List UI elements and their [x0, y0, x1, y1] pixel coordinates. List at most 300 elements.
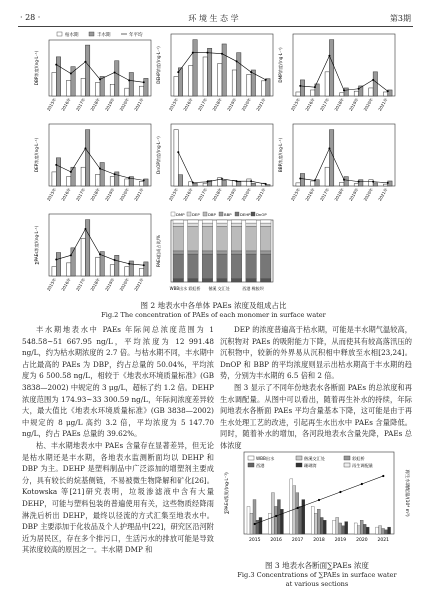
x-tick-label: 2019年 — [226, 187, 238, 202]
x-tick-label: 2019年 — [348, 187, 360, 202]
avg-point — [114, 259, 116, 261]
y-axis-label: DMP浓度/(ng·L⁻¹) — [278, 47, 283, 83]
bar-dry — [369, 88, 373, 96]
bar-wet — [85, 45, 89, 96]
paragraph: 丰水期地表水中 PAEs 年际间总浓度范围为 1 548.58~51 667.95 ng/L，平均浓度为 12 991.48 ng/L，约为枯水期浓度的 2.7 倍。与枯水期不同，丰水期中占比最高的 PAEs 为 DBP，约占总量的 50.04%，平均浓度为 6 500.58 ng/L，相较于《地表水环境质量标准》(GB 3838—2002) 中规定的 3 μg/L，超标了约 1.2 倍。DEHP 浓度范围为 174.93~33 300.59 ng/L，年际间浓度差异较大，最大值比《地表水环境质量标准》(GB 3838—2002) 中规定的 8 μg/L 高约 3.2 倍，平均浓度为 5 147.70 ng/L，约占 PAEs 总量的 39.62%。 — [22, 325, 214, 439]
stack-segment — [246, 226, 257, 251]
bar — [379, 526, 382, 534]
stack-segment — [231, 220, 242, 223]
supply-point — [339, 491, 341, 493]
stack-segment — [217, 220, 228, 223]
bar-dry — [96, 257, 100, 276]
stack-segment — [173, 220, 184, 223]
bar — [366, 527, 369, 534]
bar-dry — [203, 183, 207, 186]
bar-wet — [359, 180, 363, 186]
bar-wet — [129, 73, 133, 96]
bar — [354, 523, 357, 534]
x-tick-label: 2018年 — [211, 97, 223, 112]
bar-dry — [383, 184, 387, 186]
legend-swatch — [344, 463, 350, 467]
x-tick-label: 2021年 — [133, 97, 145, 112]
mini-chart — [277, 34, 395, 112]
bar-dry — [232, 70, 236, 96]
bar-dry — [125, 267, 129, 276]
stack-segment — [260, 254, 271, 279]
avg-point — [314, 179, 316, 181]
x-tick-label: 2019年 — [104, 97, 116, 112]
mini-chart — [155, 124, 273, 202]
x-tick-label: WBB出水 彩虹桥 — [169, 286, 201, 291]
stack-segment — [202, 226, 213, 251]
stack-segment — [217, 251, 228, 254]
x-tick-label: 2020 — [356, 538, 368, 543]
stack-segment — [246, 279, 257, 282]
bar — [247, 506, 250, 534]
bar-dry — [96, 82, 100, 96]
bar-dry — [110, 177, 114, 186]
x-tick-label: 2020年 — [118, 277, 131, 292]
bar — [339, 523, 342, 534]
x-tick-label: 2019年 — [104, 187, 116, 202]
bar — [311, 506, 314, 534]
legend-swatch — [248, 456, 254, 460]
bar-dry — [52, 267, 56, 276]
bar — [333, 520, 336, 534]
bar — [385, 530, 388, 534]
supply-point — [318, 499, 320, 501]
bar-dry — [188, 66, 192, 96]
bar-wet — [344, 88, 348, 96]
x-tick-label: 2021年 — [133, 277, 145, 292]
legend-swatch — [89, 32, 94, 36]
avg-point — [328, 55, 330, 57]
bar — [360, 520, 363, 534]
avg-point — [128, 177, 130, 179]
stack-segment — [217, 254, 228, 279]
avg-point — [299, 85, 301, 87]
x-tick-label: 2018年 — [333, 97, 345, 112]
bar-wet — [100, 163, 104, 186]
bar — [363, 524, 366, 534]
x-tick-label: 2021年 — [377, 97, 389, 112]
bar — [259, 517, 262, 534]
bar-dry — [296, 92, 300, 96]
mini-chart — [277, 124, 395, 202]
avg-point — [265, 79, 267, 81]
bar-wet — [222, 180, 226, 186]
legend-label: 丰水期 — [97, 33, 111, 38]
bar-dry — [66, 177, 70, 186]
bar — [290, 479, 293, 534]
bar — [280, 509, 283, 534]
avg-point — [192, 182, 194, 184]
x-tick-label: 2021年 — [255, 187, 267, 202]
avg-point — [206, 52, 208, 54]
bar — [274, 506, 277, 534]
bar-dry — [340, 182, 344, 186]
bar-wet — [373, 72, 377, 96]
x-tick-label: 2017年 — [318, 187, 331, 202]
figure-2-svg — [35, 30, 405, 298]
stack-segment — [217, 223, 228, 226]
x-tick-label: 2018年 — [89, 187, 101, 202]
bar — [320, 517, 323, 534]
x-tick-label: 2016 — [270, 538, 282, 543]
bar-dry — [81, 238, 85, 276]
x-tick-label: 2019 — [334, 538, 347, 543]
stack-segment — [246, 223, 257, 226]
avg-point — [143, 179, 145, 181]
avg-point — [143, 81, 145, 83]
avg-point — [343, 89, 345, 91]
bar-dry — [139, 86, 143, 96]
mini-chart — [155, 34, 273, 112]
legend-label: DnOP — [256, 212, 267, 217]
legend-swatch — [296, 463, 302, 467]
avg-point — [70, 72, 72, 74]
avg-point — [177, 151, 179, 153]
bar-wet — [237, 53, 241, 96]
legend-swatch — [235, 212, 239, 216]
x-tick-label: 2019年 — [348, 97, 360, 112]
journal-title: 环 境 生 态 学 — [188, 14, 239, 23]
avg-point — [99, 253, 101, 255]
legend-label: BBP — [224, 212, 232, 217]
bar-dry — [52, 172, 56, 186]
y-axis-label: ∑PAEs浓度/(ng·L⁻¹) — [225, 472, 230, 514]
x-tick-label: 2015年 — [167, 97, 180, 112]
bar — [314, 513, 317, 534]
fig3-caption: 图 3 地表水各断面∑PAEs 浓度 — [265, 561, 369, 570]
bar — [376, 527, 379, 534]
x-tick-label: 2017年 — [74, 187, 87, 202]
stack-segment — [260, 251, 271, 254]
stack-segment — [188, 226, 199, 251]
supply-point — [382, 475, 384, 477]
x-tick-label: 2016年 — [60, 187, 72, 202]
bar-wet — [56, 158, 60, 186]
avg-point — [206, 181, 208, 183]
bar — [253, 500, 256, 534]
x-tick-label: 2015年 — [45, 187, 58, 202]
x-tick-label: 2020年 — [240, 187, 253, 202]
bar-dry — [354, 91, 358, 96]
x-tick-label: 2020年 — [118, 97, 131, 112]
x-tick-label: 2015年 — [167, 187, 180, 202]
bar-wet — [56, 57, 60, 96]
x-tick-label: 2021 — [377, 538, 390, 543]
bar-wet — [115, 61, 119, 96]
legend-swatch — [219, 212, 223, 216]
x-tick-label: 2016年 — [304, 97, 316, 112]
bar-wet — [329, 130, 333, 186]
avg-point — [70, 171, 72, 173]
supply-point — [361, 483, 363, 485]
fig2-caption: 图 2 地表水中各单体 PAEs 浓度及组成占比 — [140, 301, 287, 310]
bar — [268, 513, 271, 534]
bar-dry — [247, 179, 251, 186]
x-tick-label: 2016年 — [182, 97, 194, 112]
stack-segment — [188, 254, 199, 279]
avg-point — [114, 72, 116, 74]
bar — [271, 493, 274, 534]
stack-segment — [260, 279, 271, 282]
stack-segment — [173, 251, 184, 254]
bar-wet — [344, 177, 348, 186]
stack-segment — [260, 220, 271, 223]
legend-label: DEP — [192, 212, 200, 217]
bar-dry — [81, 78, 85, 96]
bar-dry — [174, 76, 178, 96]
text-column-right — [220, 324, 412, 452]
bar — [296, 493, 299, 534]
avg-point — [84, 147, 86, 149]
legend-swatch — [251, 212, 255, 216]
bar-dry — [125, 88, 129, 96]
avg-point — [84, 61, 86, 63]
x-tick-label: 2021年 — [377, 187, 389, 202]
fig2-caption-en: Fig.2 The concentration of PAEs of each monomer in surface water — [101, 311, 326, 319]
bar-wet — [193, 40, 197, 96]
x-tick-label: 2020年 — [118, 187, 131, 202]
bar — [345, 522, 348, 534]
x-tick-label: 2020年 — [362, 187, 375, 202]
stack-segment — [231, 251, 242, 254]
avg-point — [55, 259, 57, 261]
x-tick-label: 2015年 — [289, 97, 302, 112]
mini-chart — [33, 214, 151, 292]
bar-wet — [207, 48, 211, 96]
avg-point — [55, 64, 57, 66]
avg-point — [221, 53, 223, 55]
x-tick-label: 2021年 — [255, 97, 267, 112]
bar-wet — [300, 80, 304, 96]
bar-wet — [193, 183, 197, 186]
paragraph: 图 3 显示了不同年份地表水各断面 PAEs 的总浓度和再生水调配量。从图中可以看出，随着再生补水的持续，年际间地表水各断面 PAEs 平均含量基本下降，这可能是由于再生水处理工艺的改进，引起再生水出水中 PAEs 含量降低。同时，随着补水的增加，各河段地表水含量先降，PAEs 总体浓度 — [220, 382, 412, 450]
bar-dry — [218, 63, 222, 96]
avg-point — [343, 179, 345, 181]
bar — [250, 513, 253, 534]
avg-point — [128, 79, 130, 81]
legend-label: DMP — [176, 212, 185, 217]
bar-wet — [222, 44, 226, 96]
bar — [336, 517, 339, 534]
x-tick-label: 偕溪 交汇处 — [208, 286, 230, 291]
avg-point — [387, 182, 389, 184]
bar — [302, 500, 305, 534]
legend-label: WBB出水 — [256, 456, 275, 461]
bar-dry — [340, 93, 344, 96]
legend-swatch — [344, 456, 350, 460]
stack-segment — [173, 254, 184, 279]
figure-3-svg — [222, 448, 412, 553]
legend-swatch — [57, 32, 62, 36]
stack-segment — [188, 223, 199, 226]
supply-point — [296, 507, 298, 509]
stack-segment — [231, 254, 242, 279]
stack-segment — [202, 251, 213, 254]
x-tick-label: 2016年 — [304, 187, 316, 202]
bar-wet — [71, 248, 75, 276]
y-axis-label: DEHP浓度/(ng·L⁻¹) — [156, 46, 161, 84]
legend-label: 珊瑚湾 — [304, 463, 317, 468]
avg-point — [114, 173, 116, 175]
bar-wet — [71, 167, 75, 186]
bar-wet — [251, 183, 255, 186]
bar-dry — [139, 268, 143, 276]
avg-point — [250, 71, 252, 73]
x-tick-label: 2020年 — [240, 97, 253, 112]
composition-chart — [155, 212, 273, 291]
bar-dry — [247, 74, 251, 96]
x-tick-label: 2021年 — [133, 187, 145, 202]
figure-2 — [35, 30, 405, 298]
bar-dry — [96, 174, 100, 186]
mini-chart — [33, 124, 151, 202]
page-number: · 28 · — [20, 13, 41, 22]
bar-dry — [354, 183, 358, 186]
avg-point — [221, 178, 223, 180]
x-tick-label: 2018年 — [89, 97, 101, 112]
x-tick-label: 2017年 — [196, 97, 209, 112]
stack-segment — [173, 226, 184, 251]
bar-dry — [139, 181, 143, 186]
avg-point — [358, 88, 360, 90]
bar — [382, 528, 385, 534]
stack-segment — [231, 223, 242, 226]
bar — [323, 520, 326, 534]
bar-dry — [310, 181, 314, 186]
y-axis-label: BBP浓度/(ng·L⁻¹) — [278, 137, 283, 173]
avg-point — [70, 254, 72, 256]
avg-point — [99, 168, 101, 170]
legend-label: 再生调配量 — [352, 463, 373, 468]
y2-axis-label: 再生水调配量/(10⁴ m³) — [404, 469, 409, 517]
avg-point — [328, 147, 330, 149]
bar-dry — [261, 81, 265, 96]
legend-label: 枯水期 — [65, 33, 79, 38]
bar — [317, 509, 320, 534]
legend-swatch — [187, 212, 191, 216]
bar-wet — [237, 182, 241, 186]
bar-dry — [66, 263, 70, 276]
x-tick-label: 2019年 — [226, 97, 238, 112]
avg-point — [372, 79, 374, 81]
avg-point — [358, 181, 360, 183]
legend-label: 年平均 — [129, 33, 143, 38]
x-tick-label: 2020年 — [362, 97, 375, 112]
stack-segment — [188, 279, 199, 282]
bar-dry — [125, 179, 129, 186]
y-axis-label: DnOP浓度/(ng·L⁻¹) — [156, 136, 161, 174]
stack-segment — [217, 226, 228, 251]
stack-segment — [202, 220, 213, 223]
bar-dry — [110, 84, 114, 96]
stack-segment — [188, 220, 199, 223]
avg-point — [128, 263, 130, 265]
avg-point — [236, 180, 238, 182]
bar-wet — [144, 262, 148, 276]
legend-swatch — [203, 212, 207, 216]
x-tick-label: 2017年 — [318, 97, 331, 112]
bar-wet — [56, 253, 60, 276]
x-tick-label: 2017年 — [74, 97, 87, 112]
legend-label: DBP — [208, 212, 216, 217]
legend-label: 西港 — [256, 463, 265, 468]
avg-point — [387, 90, 389, 92]
y-axis-label: PAEs组成占比/% — [156, 234, 161, 268]
x-tick-label: 2015年 — [289, 187, 302, 202]
stack-segment — [231, 226, 242, 251]
legend-label: 偕溪交汇处 — [304, 456, 325, 461]
stack-segment — [202, 279, 213, 282]
bar-dry — [203, 57, 207, 96]
bar-dry — [174, 130, 178, 186]
avg-point — [299, 177, 301, 179]
stack-segment — [246, 220, 257, 223]
stack-segment — [246, 251, 257, 254]
bar-dry — [296, 183, 300, 186]
stack-segment — [202, 223, 213, 226]
avg-point — [372, 181, 374, 183]
x-tick-label: 2016年 — [60, 277, 72, 292]
bar-wet — [300, 173, 304, 186]
y-axis-label: DEP浓度/(ng·L⁻¹) — [34, 137, 39, 173]
paragraph: 枯、丰水期地表水中 PAEs 含量存在显著差异，但无论是枯水期还是丰水期，各地表水监测断面均以 DEHP 和 DBP 为主。DEHP 是塑料制品中广泛添加的增塑剂主要成分，具有较长的烷基侧链，不易被微生物降解和矿化[26]。Kotowska 等[21]研究表明，垃圾渗滤液中含有大量 DEHP，可能与塑料包装的普遍使用有关，这些物质经降雨淋洗后析出 DEHP，最终以径流的方式汇集至地表水中。DBP 主要添加于化妆品及个人护理品中[22]，研究区沿河附近为居民区，存在多个排污口，生活污水的排放可能是导致其浓度较高的原因之一。丰水期 DMP 和 — [22, 440, 214, 555]
avg-point — [314, 86, 316, 88]
avg-point — [236, 60, 238, 62]
stack-segment — [246, 254, 257, 279]
bar-wet — [266, 79, 270, 96]
bar-wet — [115, 255, 119, 276]
legend-swatch — [171, 212, 175, 216]
x-tick-label: 2015 — [248, 538, 261, 543]
bar-dry — [310, 90, 314, 96]
x-tick-label: 2018年 — [333, 187, 345, 202]
bar — [357, 526, 360, 534]
avg-point — [250, 180, 252, 182]
legend-swatch — [248, 463, 254, 467]
fig3-caption-en: Fig.3 Concentrations of ∑PAEs in surface water — [237, 571, 397, 579]
x-tick-label: 2017 — [291, 538, 304, 543]
bar-dry — [81, 167, 85, 186]
legend — [57, 31, 143, 38]
avg-point — [84, 228, 86, 230]
avg-point — [192, 52, 194, 54]
legend-label: 彩虹桥 — [352, 456, 365, 461]
legend-swatch — [296, 456, 302, 460]
stack-segment — [188, 251, 199, 254]
bar-wet — [266, 185, 270, 186]
y-axis-label: DBP浓度/(ng·L⁻¹) — [34, 50, 39, 86]
paragraph: DEP 的浓度普遍高于枯水期，可能是丰水期气温较高，沉积物对 PAEs 的吸附能力下降，从而使其有较高落汛压的沉积物中，较新的外界易从沉积相中释放至水相[23,24]。DnOP 和 BBP 的平均浓度则显示出枯水期高于丰水期的趋势，分别为丰水期的 6.5 倍和 2 倍。 — [220, 325, 412, 381]
x-tick-label: 2018 — [313, 538, 325, 543]
stack-segment — [173, 279, 184, 282]
bar — [299, 506, 302, 534]
bar-wet — [329, 40, 333, 96]
text-column-left — [22, 324, 214, 556]
avg-point — [177, 71, 179, 73]
x-tick-label: 2017年 — [74, 277, 87, 292]
bar-wet — [373, 183, 377, 186]
bar-wet — [178, 175, 182, 186]
stack-segment — [231, 279, 242, 282]
x-tick-label: 2015年 — [45, 97, 58, 112]
x-tick-label: 2016年 — [60, 97, 72, 112]
bar-wet — [85, 130, 89, 186]
plot-frame — [171, 124, 273, 186]
